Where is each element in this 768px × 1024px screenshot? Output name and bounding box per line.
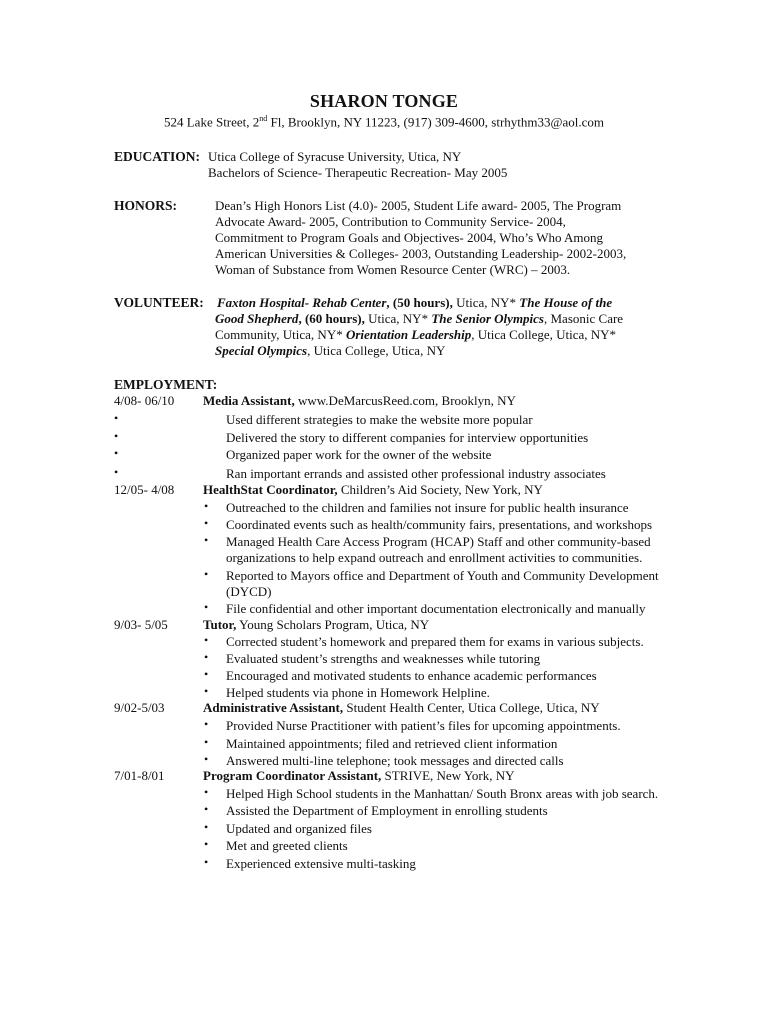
job-bullet-continuation: organizations to help expand outreach and enrollment activities to communities.	[226, 550, 643, 565]
employment-label: EMPLOYMENT:	[114, 377, 218, 392]
job-bullet: Met and greeted clients	[226, 838, 348, 853]
job-bullet: Encouraged and motivated students to enhance academic performances	[226, 668, 597, 683]
job-title: Administrative Assistant,	[203, 700, 344, 715]
job-heading	[203, 700, 600, 716]
job-bullet: Ran important errands and assisted other professional industry associates	[226, 466, 606, 481]
job-org: Student Health Center, Utica College, Utica, NY	[343, 700, 600, 715]
bullet-icon: •	[114, 446, 119, 460]
job-dates: 9/02-5/03	[114, 700, 165, 715]
job-bullet: Assisted the Department of Employment in enrolling students	[226, 803, 548, 818]
job-heading	[203, 617, 429, 633]
honors-line: American Universities & Colleges- 2003, Outstanding Leadership- 2002-2003,	[215, 246, 627, 261]
contact-address: 524 Lake Street, 2	[163, 114, 260, 130]
job-bullet: Maintained appointments; filed and retrieved client information	[226, 736, 558, 751]
job-bullet: Delivered the story to different companies for interview opportunities	[226, 430, 589, 445]
volunteer-line: Good Shepherd, (60 hours), Utica, NY* The Senior Olympics, Masonic Care	[215, 311, 624, 326]
job-org: Young Scholars Program, Utica, NY	[236, 617, 430, 632]
bullet-icon: •	[204, 802, 209, 816]
job-dates: 4/08- 06/10	[114, 393, 175, 408]
volunteer-label: VOLUNTEER:	[114, 295, 204, 310]
bullet-icon: •	[204, 650, 209, 664]
job-heading	[203, 768, 515, 784]
job-bullet: File confidential and other important documentation electronically and manually	[226, 601, 646, 616]
job-dates: 9/03- 5/05	[114, 617, 168, 632]
job-heading	[203, 482, 543, 498]
honors-label: HONORS:	[114, 198, 178, 213]
bullet-icon: •	[204, 567, 209, 581]
bullet-icon: •	[204, 785, 209, 799]
job-bullet: Helped High School students in the Manhattan/ South Bronx areas with job search.	[226, 786, 659, 801]
bullet-icon: •	[204, 684, 209, 698]
bullet-icon: •	[204, 837, 209, 851]
contact-line	[0, 114, 768, 130]
volunteer-line: Community, Utica, NY* Orientation Leadership, Utica College, Utica, NY*	[215, 327, 617, 342]
bullet-icon: •	[204, 633, 209, 647]
job-bullet: Provided Nurse Practitioner with patient’s files for upcoming appointments.	[226, 718, 621, 733]
job-title: Program Coordinator Assistant,	[203, 768, 382, 783]
education-school: Utica College of Syracuse University, Utica, NY	[208, 149, 462, 164]
job-heading	[203, 393, 516, 409]
honors-line: Dean’s High Honors List (4.0)- 2005, Student Life award- 2005, The Program	[215, 198, 622, 213]
job-org: STRIVE, New York, NY	[381, 768, 515, 783]
bullet-icon: •	[204, 820, 209, 834]
job-bullet: Updated and organized files	[226, 821, 372, 836]
candidate-name: SHARON TONGE	[309, 91, 459, 111]
bullet-icon: •	[204, 516, 209, 530]
job-bullet: Evaluated student’s strengths and weaknesses while tutoring	[226, 651, 541, 666]
bullet-icon: •	[114, 411, 119, 425]
contact-details: Fl, Brooklyn, NY 11223, (917) 309-4600, strhythm33@aol.com	[267, 114, 605, 130]
job-dates: 12/05- 4/08	[114, 482, 175, 497]
job-bullet: Experienced extensive multi-tasking	[226, 856, 416, 871]
bullet-icon: •	[204, 735, 209, 749]
volunteer-line: Faxton Hospital- Rehab Center, (50 hours), Utica, NY* The House of the	[217, 295, 613, 310]
job-bullet-continuation: (DYCD)	[226, 584, 272, 599]
job-bullet: Outreached to the children and families not insure for public health insurance	[226, 500, 629, 515]
bullet-icon: •	[204, 667, 209, 681]
bullet-icon: •	[204, 533, 209, 547]
job-bullet: Managed Health Care Access Program (HCAP) Staff and other community-based	[226, 534, 651, 549]
job-bullet: Helped students via phone in Homework Helpline.	[226, 685, 490, 700]
job-org: www.DeMarcusReed.com, Brooklyn, NY	[294, 393, 516, 408]
education-label: EDUCATION:	[114, 149, 201, 164]
job-bullet: Corrected student’s homework and prepared them for exams in various subjects.	[226, 634, 644, 649]
bullet-icon: •	[204, 752, 209, 766]
bullet-icon: •	[204, 499, 209, 513]
bullet-icon: •	[114, 465, 119, 479]
job-title: HealthStat Coordinator,	[203, 482, 338, 497]
bullet-icon: •	[114, 429, 119, 443]
job-org: Children’s Aid Society, New York, NY	[337, 482, 543, 497]
bullet-icon: •	[204, 717, 209, 731]
job-bullet: Answered multi-line telephone; took messages and directed calls	[226, 753, 564, 768]
job-dates: 7/01-8/01	[114, 768, 165, 783]
education-degree: Bachelors of Science- Therapeutic Recreation- May 2005	[208, 165, 508, 180]
job-bullet: Used different strategies to make the website more popular	[226, 412, 533, 427]
job-title: Tutor,	[203, 617, 237, 632]
contact-floor-suffix: nd	[259, 114, 268, 123]
bullet-icon: •	[204, 855, 209, 869]
job-title: Media Assistant,	[203, 393, 295, 408]
honors-line: Woman of Substance from Women Resource Center (WRC) – 2003.	[215, 262, 571, 277]
job-bullet: Reported to Mayors office and Department of Youth and Community Development	[226, 568, 659, 583]
volunteer-line: Special Olympics, Utica College, Utica, NY	[215, 343, 446, 358]
job-bullet: Coordinated events such as health/community fairs, presentations, and workshops	[226, 517, 653, 532]
bullet-icon: •	[204, 600, 209, 614]
honors-line: Commitment to Program Goals and Objectives- 2004, Who’s Who Among	[215, 230, 604, 245]
job-bullet: Organized paper work for the owner of the website	[226, 447, 492, 462]
honors-line: Advocate Award- 2005, Contribution to Community Service- 2004,	[215, 214, 566, 229]
